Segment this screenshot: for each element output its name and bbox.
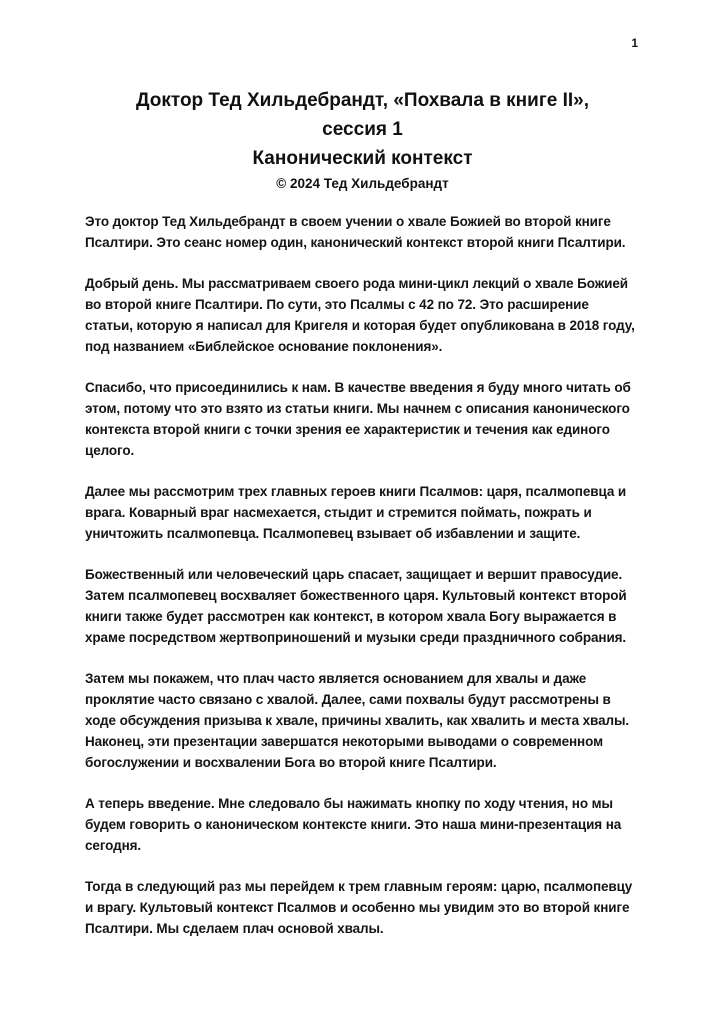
copyright-line: © 2024 Тед Хильдебрандт [276, 176, 449, 191]
page-number: 1 [631, 36, 638, 50]
document-subtitle: Канонический контекст [252, 148, 473, 169]
paragraph: Спасибо, что присоединились к нам. В качестве введения я буду много читать об этом, потому что это взято из статьи книги. Мы начнем с описания канонического контекста второй книги с точки зрения ее характеристик и течения как единого целого. [85, 380, 631, 458]
paragraph: Тогда в следующий раз мы перейдем к трем главным героям: царю, псалмопевцу и врагу. Культовый контекст Псалмов и особенно мы увидим это во второй книге Псалтири. Мы сделаем плач основой хвалы. [85, 879, 633, 936]
body-text [85, 211, 640, 939]
paragraph: Далее мы рассмотрим трех главных героев книги Псалмов: царя, псалмопевца и врага. Коварный враг насмехается, стыдит и стремится поймать, пожрать и уничтожить псалмопевца. Псалмопевец взывает об избавлении и защите. [85, 484, 627, 541]
document-title-line-1: Доктор Тед Хильдебрандт, «Похвала в книге II», [136, 90, 589, 111]
document-title-line-2: сессия 1 [322, 119, 403, 140]
paragraph: Добрый день. Мы рассматриваем своего рода мини-цикл лекций о хвале Божией во второй книге Псалтири. По сути, это Псалмы с 42 по 72. Это расширение статьи, которую я написал для Кригеля и которая будет опубликована в 2018 году, под названием «Библейское основание поклонения». [85, 276, 635, 354]
title-block [85, 86, 640, 193]
paragraph: Это доктор Тед Хильдебрандт в своем учении о хвале Божией во второй книге Псалтири. Это сеанс номер один, канонический контекст второй книги Псалтири. [85, 214, 626, 250]
paragraph: Затем мы покажем, что плач часто является основанием для хвалы и даже проклятие часто связано с хвалой. Далее, сами похвалы будут рассмотрены в ходе обсуждения призыва к хвале, причины хвалить, как хвалить и места хвалы. Наконец, эти презентации завершатся некоторыми выводами о современном богослужении и восхвалении Бога во второй книге Псалтири. [85, 671, 630, 770]
paragraph: Божественный или человеческий царь спасает, защищает и вершит правосудие. Затем псалмопевец восхваляет божественного царя. Культовый контекст второй книги также будет рассмотрен как контекст, в котором хвала Богу выражается в храме посредством жертвоприношений и музыки среди праздничного собрания. [85, 567, 627, 645]
paragraph: А теперь введение. Мне следовало бы нажимать кнопку по ходу чтения, но мы будем говорить о каноническом контексте книги. Это наша мини-презентация на сегодня. [85, 796, 622, 853]
